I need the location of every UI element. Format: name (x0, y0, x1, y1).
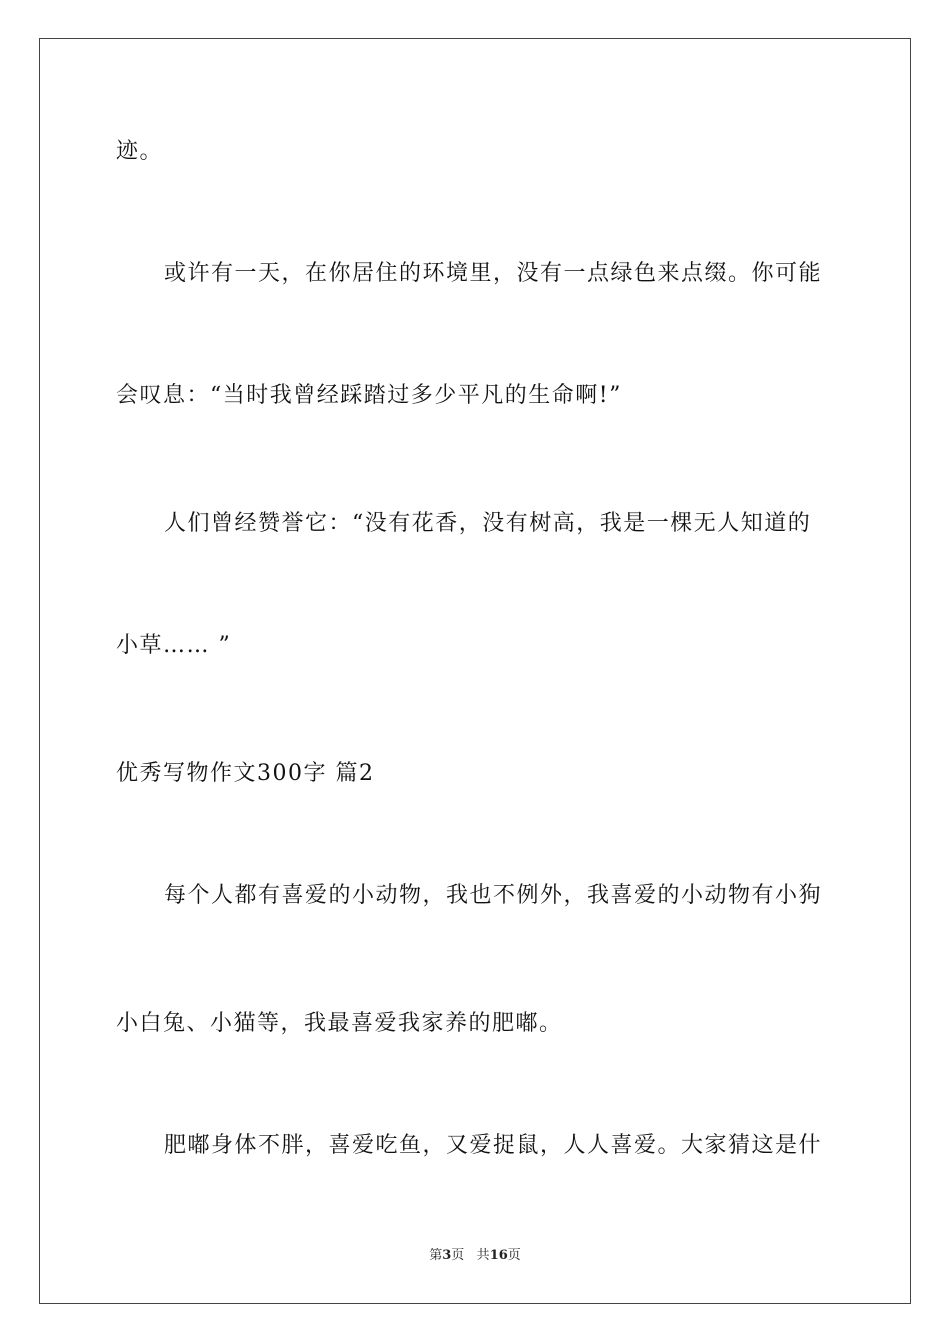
text-line-3: 会叹息：“当时我曾经踩踏过多少平凡的生命啊!” (116, 383, 622, 408)
text-line-5: 小草…… ” (116, 633, 232, 658)
footer-page-prefix: 第 (429, 1248, 443, 1263)
section-heading: 优秀写物作文300字 篇2 (116, 761, 375, 786)
footer-total-prefix: 共 (476, 1248, 490, 1263)
text-line-8: 肥嘟身体不胖，喜爱吃鱼，又爱捉鼠，人人喜爱。大家猜这是什 (164, 1133, 823, 1158)
text-line-6: 每个人都有喜爱的小动物，我也不例外，我喜爱的小动物有小狗 (164, 883, 823, 908)
text-line-1: 迹。 (116, 139, 164, 164)
footer-total-unit: 页 (507, 1248, 521, 1263)
page-border (39, 38, 911, 1304)
text-line-7: 小白兔、小猫等，我最喜爱我家养的肥嘟。 (116, 1011, 563, 1036)
footer-page-unit: 页 (451, 1248, 465, 1263)
footer-total-pages: 16 (489, 1248, 508, 1263)
text-line-4: 人们曾经赞誉它：“没有花香，没有树高，我是一棵无人知道的 (164, 511, 812, 536)
footer-page-number: 3 (442, 1248, 452, 1263)
text-line-2: 或许有一天，在你居住的环境里，没有一点绿色来点缀。你可能 (164, 261, 823, 286)
page-footer (0, 1247, 950, 1265)
